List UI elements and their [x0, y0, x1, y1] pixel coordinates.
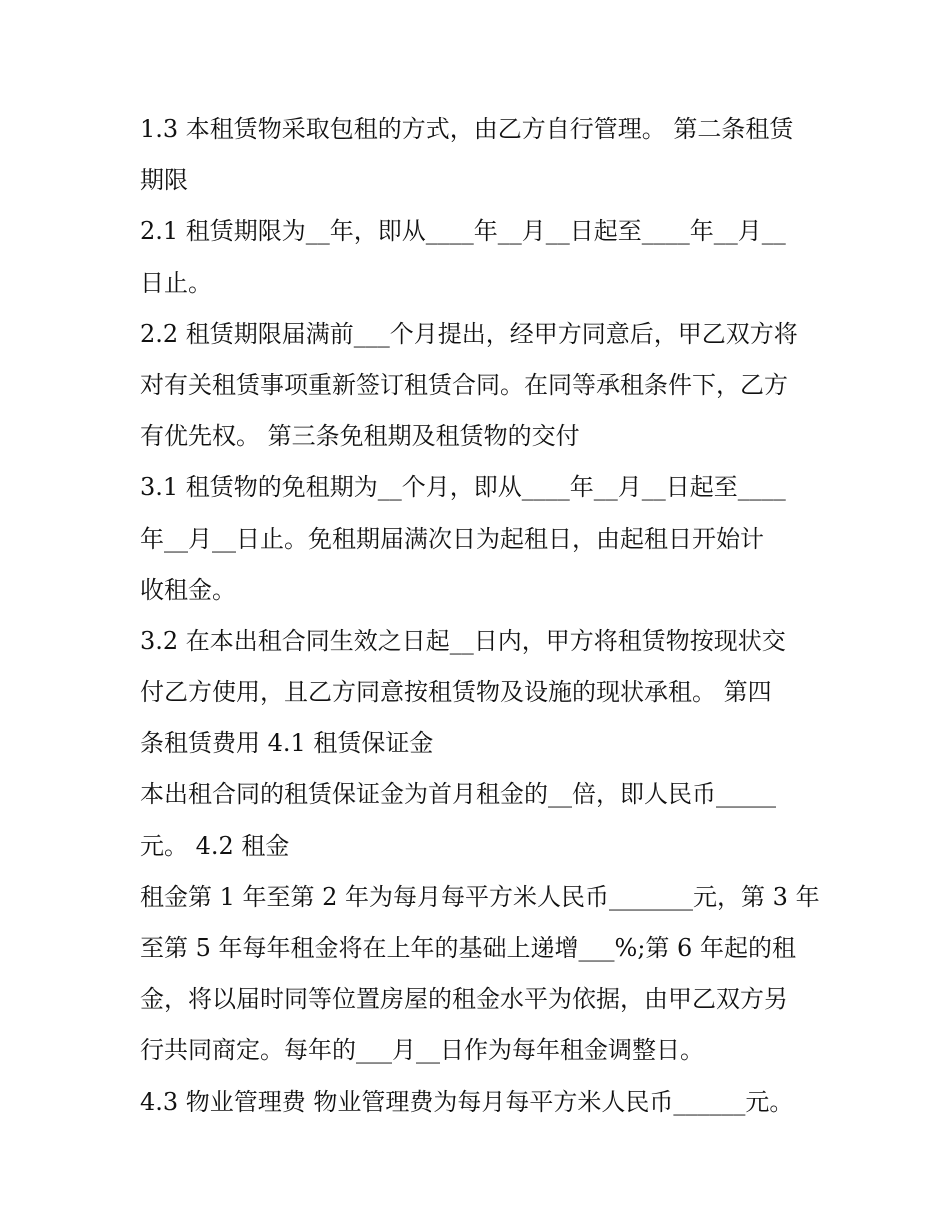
text-line: 对有关租赁事项重新签订租赁合同。在同等承租条件下，乙方	[140, 370, 788, 399]
text-line: 期限	[140, 166, 188, 195]
text-line: 有优先权。 第三条免租期及租赁物的交付	[140, 422, 580, 451]
text-line: 3.2 在本出租合同生效之日起__日内，甲方将租赁物按现状交	[140, 626, 786, 655]
text-line: 4.3 物业管理费 物业管理费为每月每平方米人民币______元。	[140, 1087, 794, 1116]
text-line: 年__月__日止。免租期届满次日为起租日，由起租日开始计	[140, 524, 764, 553]
text-line: 行共同商定。每年的___月__日作为每年租金调整日。	[140, 1036, 704, 1065]
text-line: 元。 4.2 租金	[140, 831, 290, 860]
text-line: 1.3 本租赁物采取包租的方式，由乙方自行管理。 第二条租赁	[140, 115, 794, 143]
text-line: 本出租合同的租赁保证金为首月租金的__倍，即人民币_____	[140, 780, 776, 809]
document-body	[140, 104, 820, 1128]
text-line: 条租赁费用 4.1 租赁保证金	[140, 729, 434, 758]
text-line: 租金第 1 年至第 2 年为每月每平方米人民币_______元，第 3 年	[140, 882, 820, 911]
text-line: 金，将以届时同等位置房屋的租金水平为依据，由甲乙双方另	[140, 985, 788, 1014]
text-line: 至第 5 年每年租金将在上年的基础上递增___%;第 6 年起的租	[140, 934, 796, 962]
text-line: 收租金。	[140, 575, 236, 604]
text-line: 3.1 租赁物的免租期为__个月，即从____年__月__日起至____	[140, 473, 786, 502]
text-line: 2.1 租赁期限为__年，即从____年__月__日起至____年__月__	[140, 217, 786, 246]
text-line: 2.2 租赁期限届满前___个月提出，经甲方同意后，甲乙双方将	[140, 319, 798, 348]
text-line: 日止。	[140, 268, 212, 297]
text-line: 付乙方使用，且乙方同意按租赁物及设施的现状承租。 第四	[140, 678, 772, 707]
